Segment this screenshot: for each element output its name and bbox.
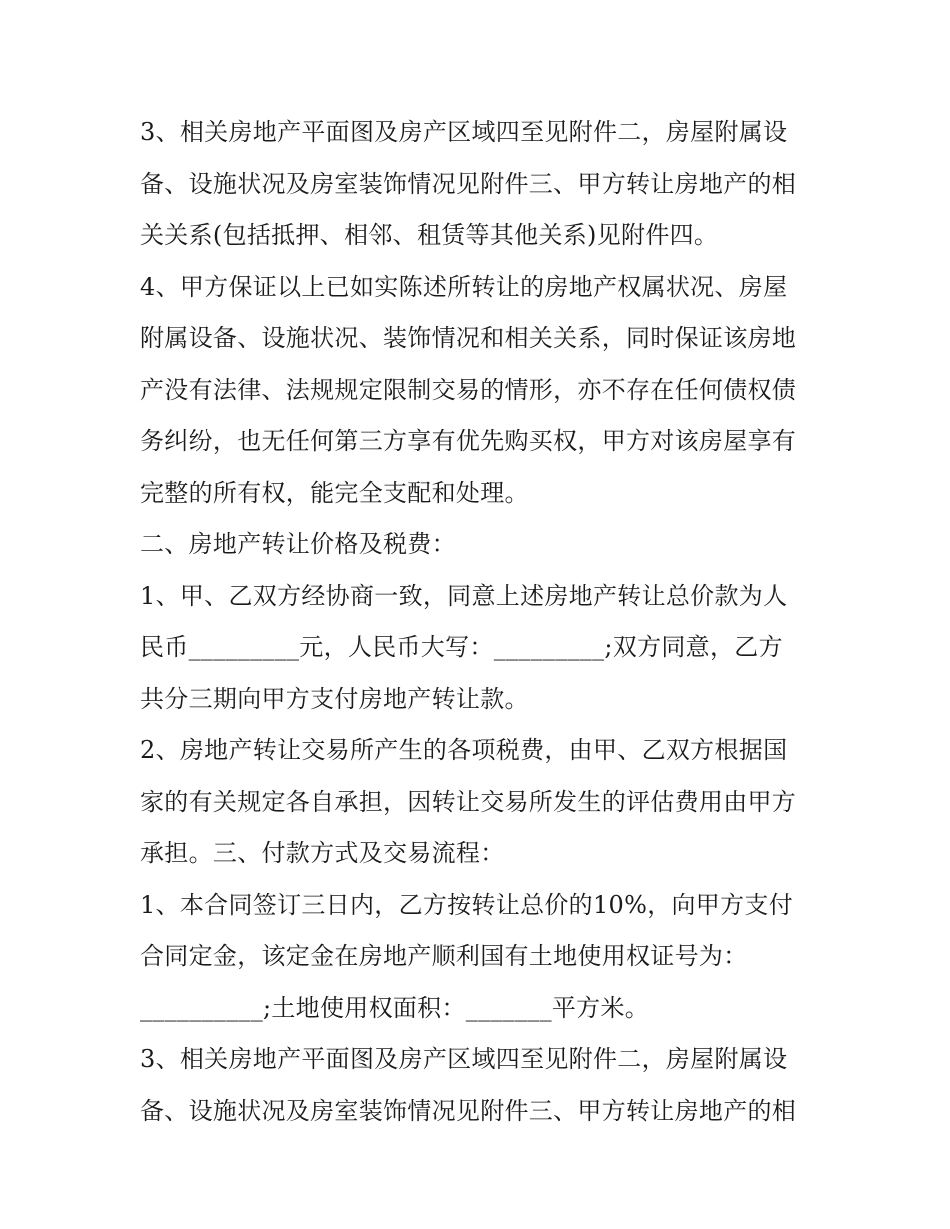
text-line: 合同定金，该定金在房地产顺利国有土地使用权证号为： xyxy=(140,942,748,970)
text-line: 关关系(包括抵押、相邻、租赁等其他关系)见附件四。 xyxy=(140,221,719,249)
text-line: 务纠纷，也无任何第三方享有优先购买权，甲方对该房屋享有 xyxy=(140,427,797,455)
text-line: 共分三期向甲方支付房地产转让款。 xyxy=(140,684,529,713)
text-line: 2、房地产转让交易所产生的各项税费，由甲、乙双方根据国 xyxy=(140,736,788,764)
text-line: 附属设备、设施状况、装饰情况和相关关系，同时保证该房地 xyxy=(140,324,797,352)
text-line: 备、设施状况及房室装饰情况见附件三、甲方转让房地产的相 xyxy=(140,169,797,198)
text-line: 家的有关规定各自承担，因转让交易所发生的评估费用由甲方 xyxy=(140,787,797,816)
text-line: 1、甲、乙双方经协商一致，同意上述房地产转让总价款为人 xyxy=(140,581,788,610)
text-line: 4、甲方保证以上已如实陈述所转让的房地产权属状况、房屋 xyxy=(140,272,788,301)
text-line: 产没有法律、法规规定限制交易的情形，亦不存在任何债权债 xyxy=(140,375,797,404)
text-line: __________;土地使用权面积：_______平方米。 xyxy=(140,993,650,1022)
text-line: 3、相关房地产平面图及房产区域四至见附件二，房屋附属设 xyxy=(140,118,788,146)
text-line: 承担。三、付款方式及交易流程： xyxy=(140,839,505,867)
text-line: 3、相关房地产平面图及房产区域四至见附件二，房屋附属设 xyxy=(140,1045,788,1073)
text-line: 完整的所有权，能完全支配和处理。 xyxy=(140,478,529,507)
document-body xyxy=(140,107,820,1137)
text-line: 1、本合同签订三日内，乙方按转让总价的10%，向甲方支付 xyxy=(140,890,794,919)
text-line: 备、设施状况及房室装饰情况见附件三、甲方转让房地产的相 xyxy=(140,1096,797,1125)
section-heading: 二、房地产转让价格及税费： xyxy=(140,530,456,558)
text-line: 民币_________元，人民币大写：_________;双方同意，乙方 xyxy=(140,633,783,661)
